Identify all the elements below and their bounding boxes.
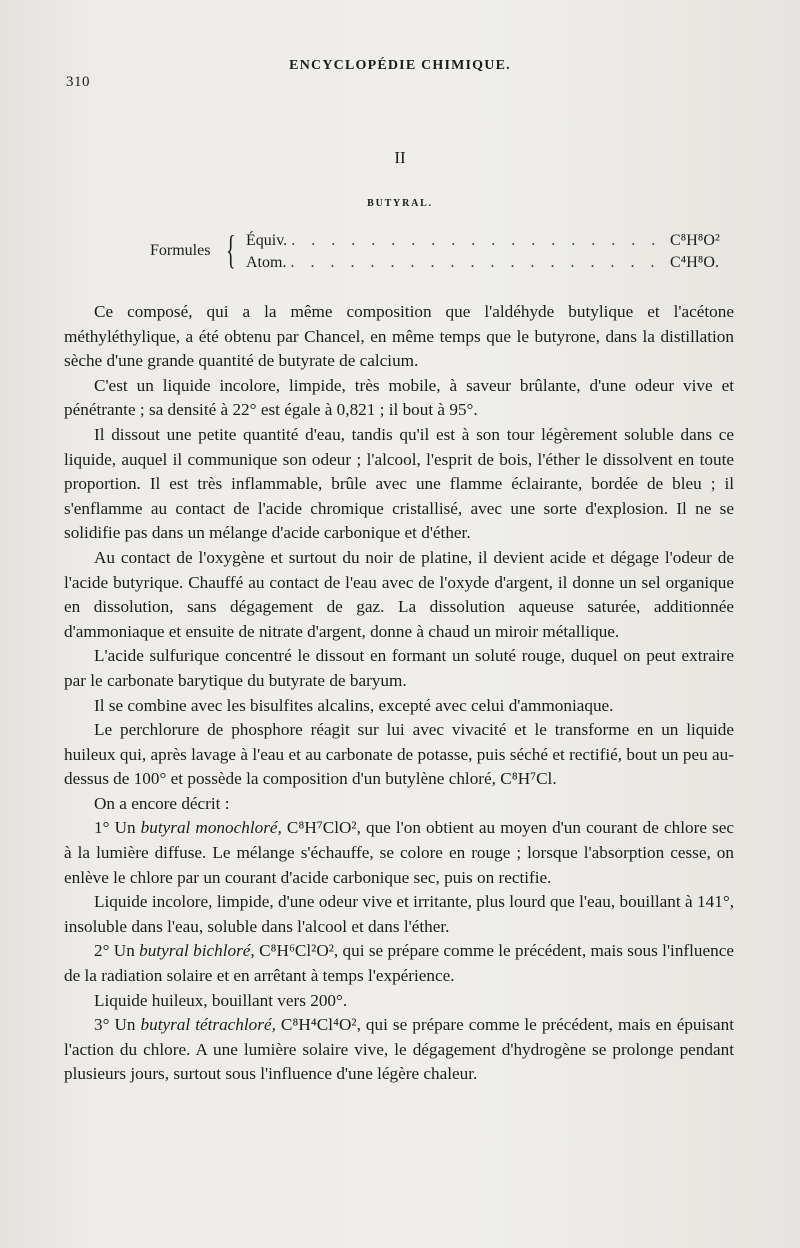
paragraph: On a encore décrit : bbox=[94, 793, 230, 813]
leader-dots bbox=[287, 232, 670, 250]
formula-row-equiv bbox=[246, 232, 730, 254]
item-number: 3° Un bbox=[94, 1015, 141, 1035]
paragraph: Ce composé, qui a la même composition que l'aldéhyde butylique et l'acétone méthyléthylique, a été obtenu par Chancel, en même temps que le butyrone, dans la distillation sèche d'une grande quantité de butyrate de calcium. bbox=[64, 302, 734, 371]
formula-row-atom bbox=[246, 254, 730, 276]
section-number: II bbox=[394, 148, 406, 167]
section-title: BUTYRAL. bbox=[367, 198, 433, 209]
formulas-block bbox=[150, 226, 730, 282]
item-description: C⁸H⁶Cl²O², qui se prépare comme le précédent, mais sous l'influence de la radiation solaire et en arrêtant à temps l'expérience. bbox=[64, 941, 734, 986]
paragraph: C'est un liquide incolore, limpide, très mobile, à saveur brûlante, d'une odeur vive et pénétrante ; sa densité à 22° est égale à 0,821 ; il bout à 95°. bbox=[64, 375, 734, 420]
body-text bbox=[64, 300, 734, 1087]
paragraph-butyral-monochlore bbox=[64, 816, 734, 890]
paragraph: Liquide incolore, limpide, d'une odeur vive et irritante, plus lourd que l'eau, bouillant à 141°, insoluble dans l'eau, soluble dans l'alcool et dans l'éther. bbox=[64, 892, 734, 936]
page-number: 310 bbox=[66, 74, 90, 90]
brace-glyph: { bbox=[226, 227, 236, 272]
compound-name: butyral tétrachloré, bbox=[140, 1015, 276, 1035]
leader-dots bbox=[286, 254, 670, 272]
running-title: ENCYCLOPÉDIE CHIMIQUE. bbox=[289, 58, 511, 73]
item-number: 1° Un bbox=[94, 818, 141, 838]
paragraph: Il se combine avec les bisulfites alcalins, excepté avec celui d'ammoniaque. bbox=[94, 695, 614, 715]
paragraph-butyral-tetrachlore bbox=[64, 1013, 734, 1087]
paragraph: Il dissout une petite quantité d'eau, tandis qu'il est à son tour légèrement soluble dans ce liquide, auquel il communique son odeur ; l'alcool, l'esprit de bois, l'éther le dissolvent en toute proportion. Il est très inflammable, brûle avec une flamme éclairante, bordée de bleu ; il s'enflamme au contact de l'acide chromique cristallisé, avec une sorte d'explosion. Il ne se solidifie pas dans un mélange d'acide carbonique et d'éther. bbox=[64, 424, 734, 543]
paragraph: Liquide huileux, bouillant vers 200°. bbox=[94, 990, 348, 1010]
paragraph: Au contact de l'oxygène et surtout du noir de platine, il devient acide et dégage l'odeur de l'acide butyrique. Chauffé au contact de l'eau avec de l'oxyde d'argent, il donne un sel organique en dissolution, sans dégagement de gaz. La dissolution aqueuse saturée, additionnée d'ammoniaque et ensuite de nitrate d'argent, donne à chaud un miroir métallique. bbox=[64, 547, 734, 641]
item-number: 2° Un bbox=[94, 941, 140, 961]
compound-name: butyral bichloré, bbox=[139, 941, 255, 961]
page-header bbox=[66, 58, 734, 88]
item-description: C⁸H⁷ClO², que l'on obtient au moyen d'un courant de chlore sec à la lumière diffuse. Le mélange s'échauffe, se colore en rouge ; lorsque l'absorption cesse, on enlève le chlore par un courant d'acide carbonique sec, puis on rectifie. bbox=[64, 818, 734, 887]
compound-name: butyral monochloré, bbox=[140, 818, 282, 838]
formula-row-name: Atom. bbox=[246, 254, 287, 271]
paragraph: Le perchlorure de phosphore réagit sur lui avec vivacité et le transforme en un liquide huileux qui, après lavage à l'eau et au carbonate de potasse, puis séché et rectifié, bout un peu au-dessus de 100° et possède la composition d'un butylène chloré, C⁸H⁷Cl. bbox=[64, 720, 734, 789]
paragraph: L'acide sulfurique concentré le dissout en formant un soluté rouge, duquel on peut extraire par le carbonate barytique du butyrate de baryum. bbox=[64, 646, 734, 690]
item-description: C⁸H⁴Cl⁴O², qui se prépare comme le précédent, mais en épuisant l'action du chlore. A une lumière solaire vive, le dégagement d'hydrogène se prolonge pendant plusieurs jours, surtout sous l'influence d'une légère chaleur. bbox=[64, 1015, 734, 1084]
paragraph-butyral-bichlore bbox=[64, 939, 734, 988]
formula-value: C⁸H⁸O² bbox=[670, 232, 720, 249]
formula-value: C⁴H⁸O. bbox=[670, 254, 719, 271]
formulas-label: Formules bbox=[150, 242, 211, 259]
formula-row-name: Équiv. bbox=[246, 232, 288, 249]
